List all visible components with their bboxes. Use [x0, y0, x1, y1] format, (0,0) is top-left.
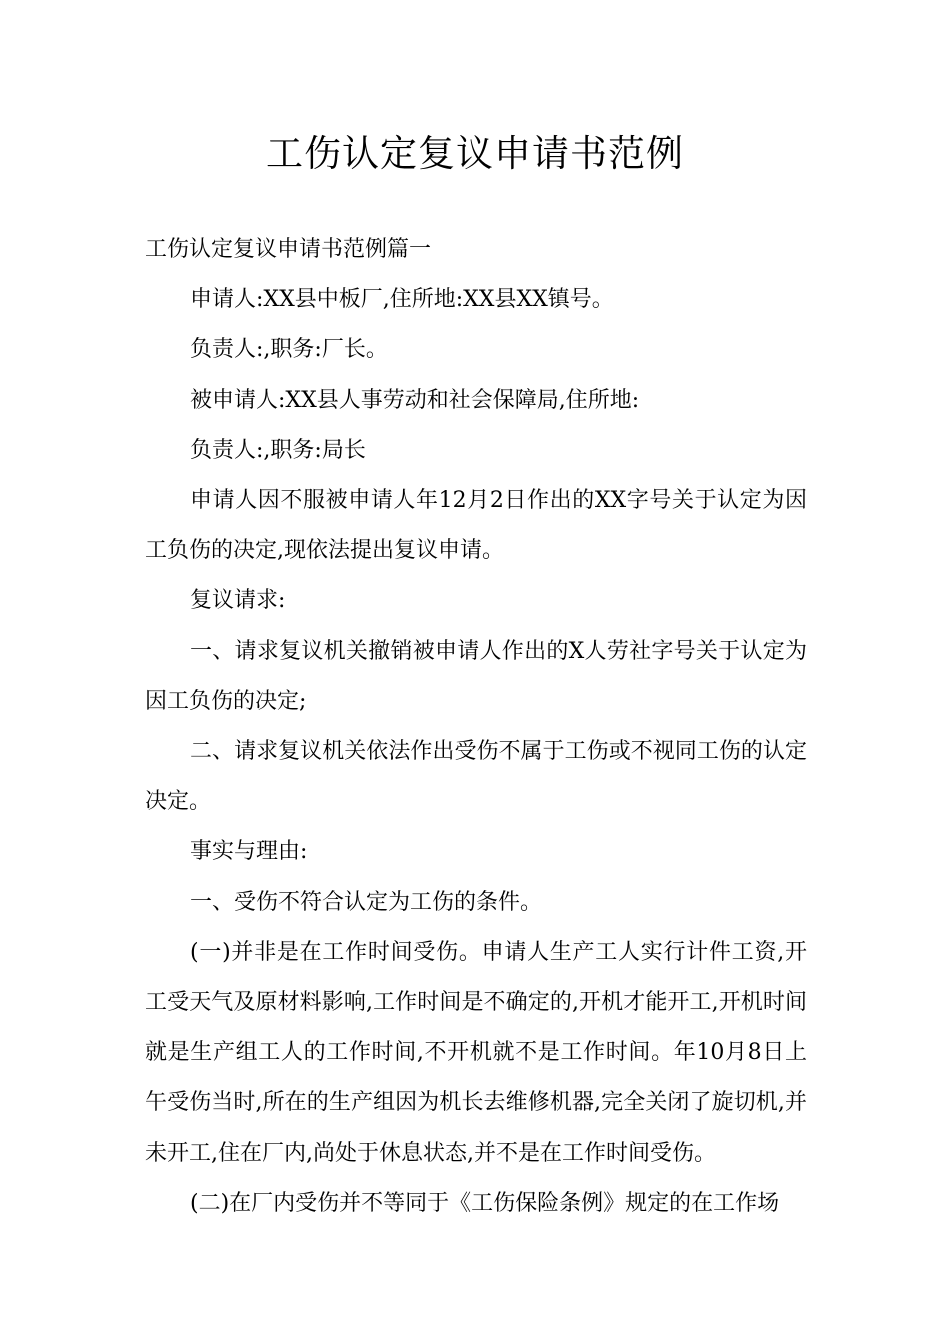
paragraph-fact-1-1: (一)并非是在工作时间受伤。申请人生产工人实行计件工资,开工受天气及原材料影响,工作时间是不确定的,开机才能开工,开机时间就是生产组工人的工作时间,不开机就不是工作时间。年10月8日上午受伤当时,所在的生产组因为机长去维修机器,完全关闭了旋切机,并未开工,住在厂内,尚处于休息状态,并不是在工作时间受伤。 — [145, 939, 807, 1166]
paragraph-request-2: 二、请求复议机关依法作出受伤不属于工伤或不视同工伤的认定决定。 — [145, 739, 807, 815]
paragraph-fact-1-2: (二)在厂内受伤并不等同于《工伤保险条例》规定的在工作场 — [190, 1190, 780, 1216]
paragraph-applicant-responsible: 负责人:,职务:厂长。 — [190, 337, 388, 363]
document-title: 工伤认定复议申请书范例 — [266, 132, 684, 175]
paragraph-facts-heading: 事实与理由: — [190, 839, 308, 865]
paragraph-intro: 申请人因不服被申请人年12月2日作出的XX字号关于认定为因工负伤的决定,现依法提出复议申请。 — [145, 488, 807, 564]
paragraph-applicant: 申请人:XX县中板厂,住所地:XX县XX镇号。 — [190, 287, 614, 313]
paragraph-respondent: 被申请人:XX县人事劳动和社会保障局,住所地: — [190, 387, 640, 413]
paragraph-request-1: 一、请求复议机关撤销被申请人作出的X人劳社字号关于认定为因工负伤的决定; — [145, 638, 807, 714]
paragraph-fact-1: 一、受伤不符合认定为工伤的条件。 — [190, 889, 543, 915]
paragraph-section-heading: 工伤认定复议申请书范例篇一 — [145, 237, 432, 262]
paragraph-requests-heading: 复议请求: — [190, 588, 286, 614]
document-body — [145, 225, 807, 1229]
paragraph-respondent-responsible: 负责人:,职务:局长 — [190, 437, 366, 463]
